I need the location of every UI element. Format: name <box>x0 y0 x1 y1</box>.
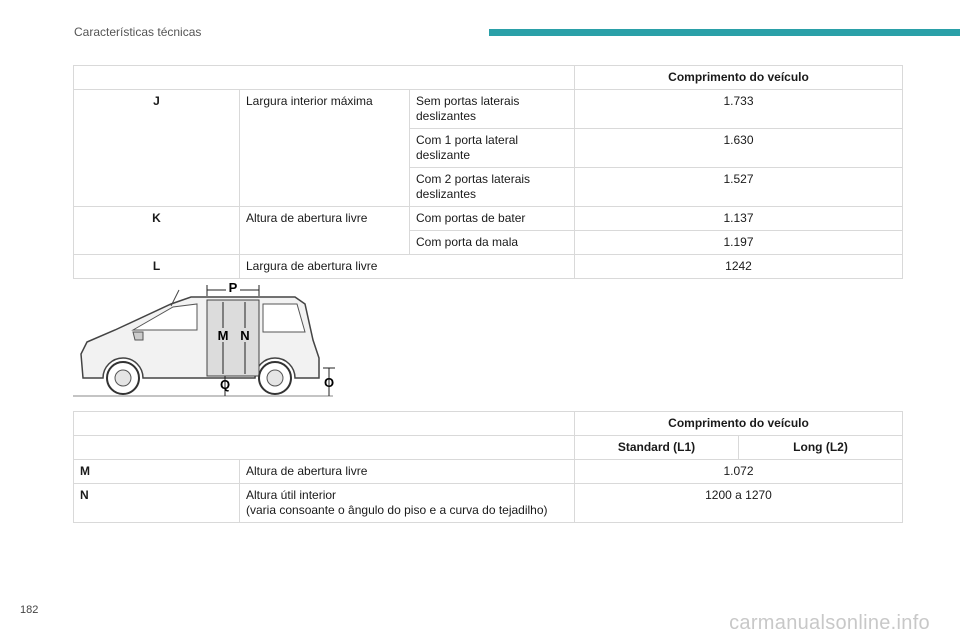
header-blank-cell <box>74 66 575 90</box>
watermark: carmanualsonline.info <box>729 612 930 634</box>
row-code-k: K <box>74 207 240 255</box>
table-row <box>74 460 903 484</box>
inner-dimensions-table <box>73 65 903 279</box>
row-label-opening-height: Altura de abertura livre <box>240 207 410 255</box>
dimension-label-o: O <box>323 375 335 390</box>
sub-label: Com 1 porta lateral deslizante <box>410 129 575 168</box>
dimension-label-q: Q <box>219 377 231 392</box>
row-code-l: L <box>74 255 240 279</box>
sub-label: Com porta da mala <box>410 231 575 255</box>
header-accent-bar <box>489 29 960 36</box>
row-code-j: J <box>74 90 240 207</box>
value-cell: 1200 a 1270 <box>575 484 903 523</box>
row-label-interior-height <box>240 484 575 523</box>
column-header-standard: Standard (L1) <box>575 436 739 460</box>
table-row <box>74 90 903 129</box>
column-header-vehicle-length: Comprimento do veículo <box>575 66 903 90</box>
opening-dimensions-table <box>73 411 903 523</box>
sub-label: Com portas de bater <box>410 207 575 231</box>
header-blank-cell <box>74 412 575 436</box>
row-label-max-interior-width: Largura interior máxima <box>240 90 410 207</box>
value-cell: 1.527 <box>575 168 903 207</box>
table-row <box>74 255 903 279</box>
row-label-note: (varia consoante o ângulo do piso e a curva do tejadilho) <box>246 503 548 517</box>
sub-label: Sem portas laterais deslizantes <box>410 90 575 129</box>
page-number: 182 <box>20 604 39 616</box>
row-label-opening-height: Altura de abertura livre <box>240 460 575 484</box>
rear-hub <box>267 370 283 386</box>
table-row <box>74 207 903 231</box>
row-label-text: Altura útil interior <box>246 488 337 502</box>
value-cell: 1242 <box>575 255 903 279</box>
value-cell: 1.630 <box>575 129 903 168</box>
page-header-title: Características técnicas <box>74 25 202 39</box>
mirror <box>133 332 143 340</box>
sub-label: Com 2 portas laterais deslizantes <box>410 168 575 207</box>
value-cell: 1.072 <box>575 460 903 484</box>
dimension-label-n: N <box>240 328 250 343</box>
column-header-long: Long (L2) <box>739 436 903 460</box>
table-subheader-row <box>74 436 903 460</box>
value-cell: 1.137 <box>575 207 903 231</box>
rear-window <box>263 304 305 332</box>
table-header-row <box>74 66 903 90</box>
value-cell: 1.733 <box>575 90 903 129</box>
column-header-vehicle-length: Comprimento do veículo <box>575 412 903 436</box>
row-code-n: N <box>74 484 240 523</box>
table-header-row <box>74 412 903 436</box>
vehicle-side-diagram <box>73 280 343 402</box>
front-hub <box>115 370 131 386</box>
row-label-opening-width: Largura de abertura livre <box>240 255 575 279</box>
value-cell: 1.197 <box>575 231 903 255</box>
row-code-m: M <box>74 460 240 484</box>
dimension-label-m: M <box>217 328 229 343</box>
header-blank-cell <box>74 436 575 460</box>
table-row <box>74 484 903 523</box>
dimension-label-p: P <box>228 280 238 295</box>
